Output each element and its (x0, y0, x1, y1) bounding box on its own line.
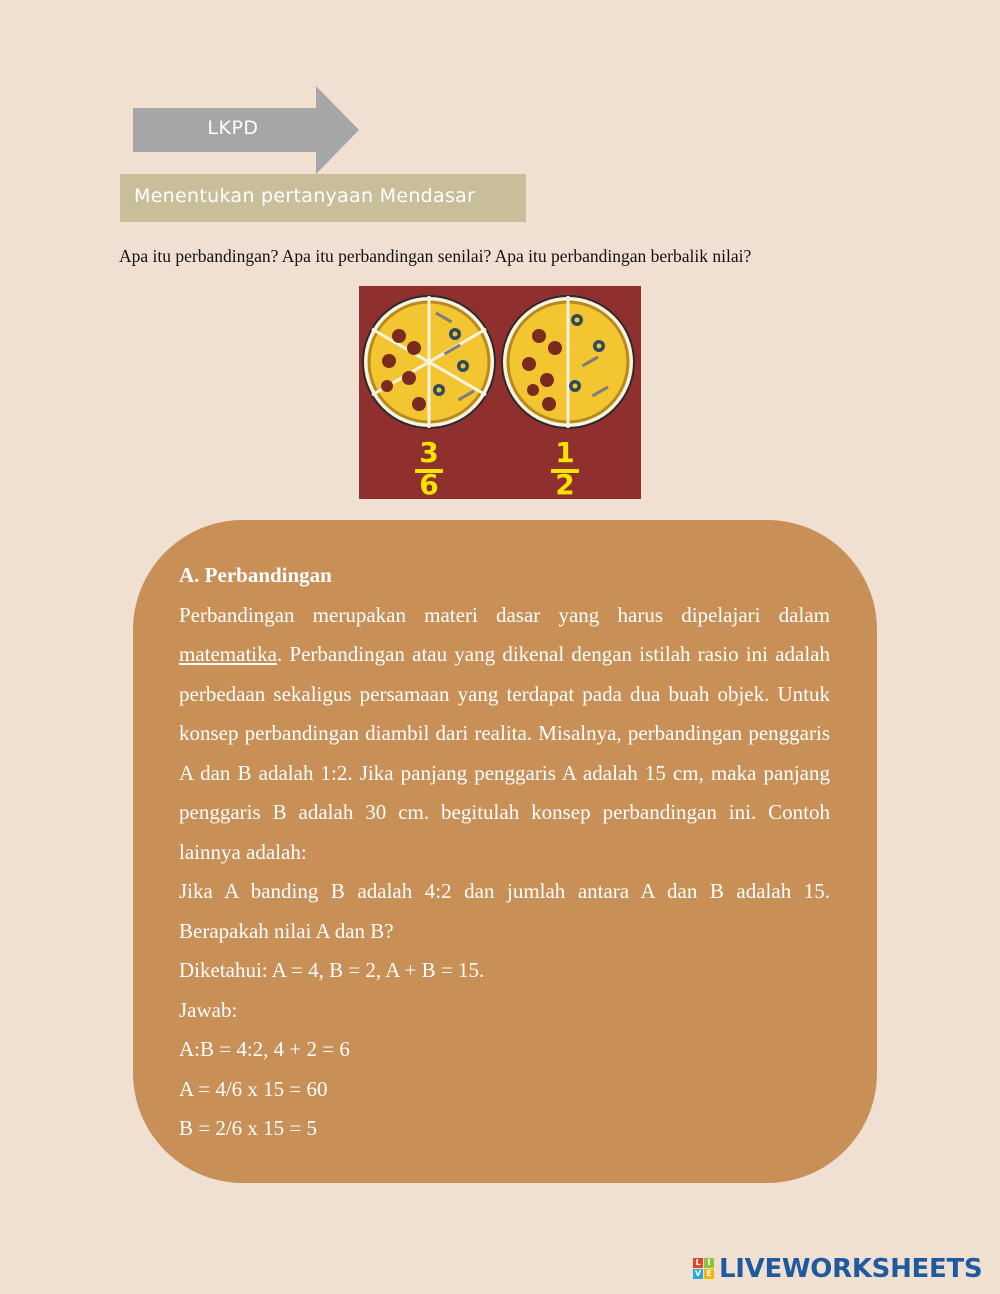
logo-icon: L I V E (693, 1258, 715, 1280)
intro-text-end: . Perbandingan atau yang dikenal dengan istilah rasio ini adalah perbedaan sekaligus persamaan yang terdapat pada dua buah objek. Untuk konsep perbandingan diambil dari realita. Misalnya, perbandingan penggaris A dan B adalah 1:2. Jika panjang penggaris A adalah 15 cm, maka panjang penggaris B adalah 30 cm. begitulah konsep perbandingan ini. Contoh lainnya adalah: (179, 642, 830, 864)
pizza-halves (502, 296, 634, 428)
intro-text-start: Perbandingan merupakan materi dasar yang harus dipelajari dalam (179, 602, 830, 627)
fraction-denominator: 6 (419, 468, 439, 499)
arrow-label: LKPD (207, 117, 259, 139)
lkpd-arrow (133, 86, 359, 174)
logo-text: LIVEWORKSHEETS (719, 1254, 983, 1284)
fraction-one-half (551, 436, 579, 499)
section-banner (120, 174, 526, 222)
content-card (133, 520, 877, 1183)
question-text: Apa itu perbandingan? Apa itu perbandingan senilai? Apa itu perbandingan berbalik nilai? (119, 246, 752, 266)
content-body (179, 556, 830, 1149)
section-title: Menentukan pertanyaan Mendasar (134, 185, 476, 207)
intro-paragraph (179, 596, 830, 873)
fraction-denominator: 2 (555, 468, 575, 499)
answer-step-2: A = 4/6 x 15 = 60 (179, 1076, 328, 1101)
known-values: Diketahui: A = 4, B = 2, A + B = 15. (179, 958, 485, 982)
pizza-sixths (363, 296, 495, 428)
fraction-three-sixths (415, 436, 443, 499)
fraction-numerator: 3 (419, 436, 439, 469)
liveworksheets-logo[interactable] (693, 1254, 993, 1284)
answer-label: Jawab: (179, 997, 238, 1022)
matematika-link[interactable]: matematika (179, 642, 277, 666)
content-heading: A. Perbandingan (179, 563, 332, 587)
fraction-numerator: 1 (555, 436, 575, 469)
example-question: Jika A banding B adalah 4:2 dan jumlah antara A dan B adalah 15. Berapakah nilai A dan B? (179, 879, 830, 943)
answer-step-1: A:B = 4:2, 4 + 2 = 6 (179, 1037, 350, 1061)
pizza-fraction-image (359, 286, 641, 499)
answer-step-3: B = 2/6 x 15 = 5 (179, 1116, 318, 1140)
